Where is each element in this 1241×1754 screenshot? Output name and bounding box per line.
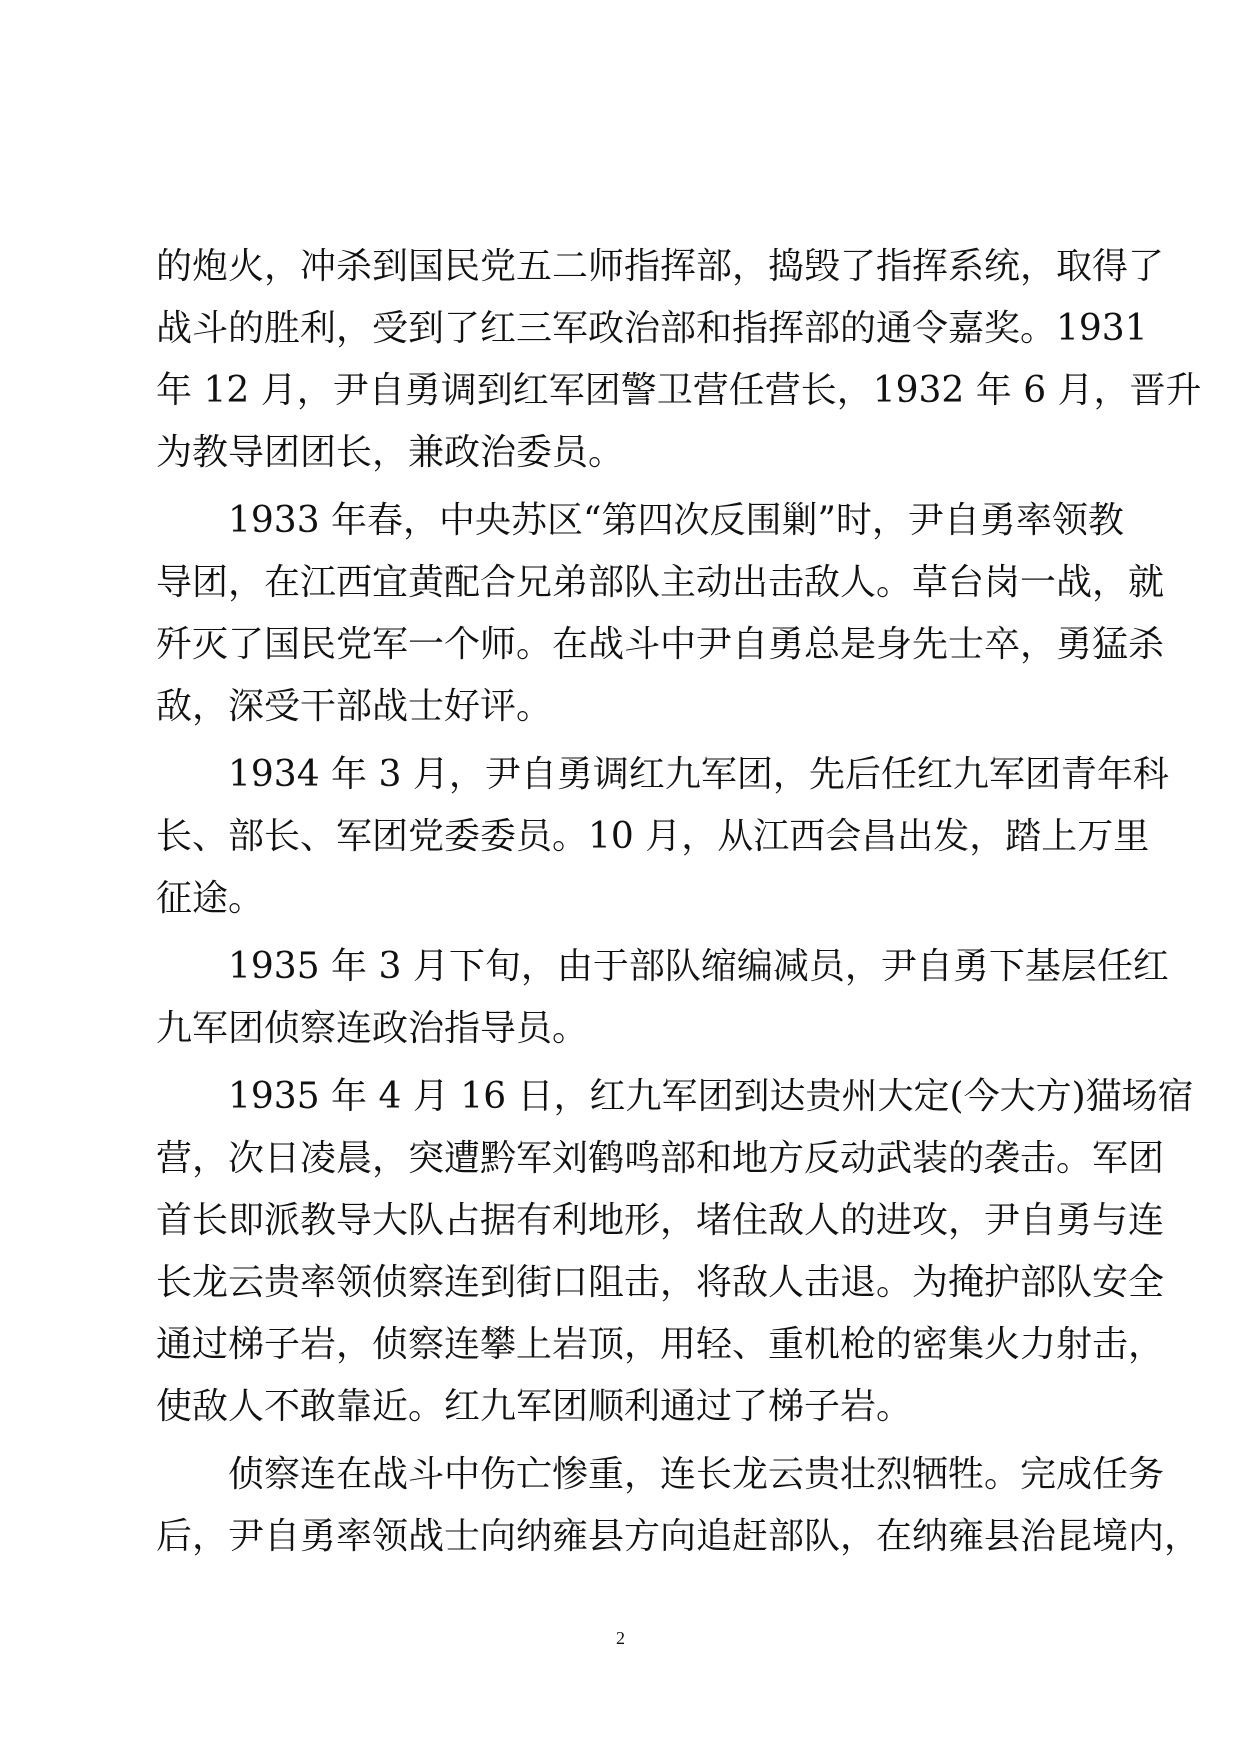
- paragraph: [156, 236, 1202, 484]
- text-line: 战斗的胜利，受到了红三军政治部和指挥部的通令嘉奖。1931: [156, 308, 1148, 349]
- text-line: 歼灭了国民党军一个师。在战斗中尹自勇总是身先士卒，勇猛杀: [156, 624, 1165, 665]
- body-text: [156, 236, 1202, 1568]
- text-line: 后，尹自勇率领战士向纳雍县方向追赶部队，在纳雍县治昆境内，: [156, 1516, 1201, 1557]
- text-line: 通过梯子岩，侦察连攀上岩顶，用轻、重机枪的密集火力射击，: [156, 1324, 1165, 1365]
- text-line: 营，次日凌晨，突遭黔军刘鹤鸣部和地方反动武装的袭击。军团: [156, 1138, 1165, 1179]
- text-line: 侦察连在战斗中伤亡惨重，连长龙云贵壮烈牺牲。完成任务: [228, 1454, 1165, 1495]
- paragraph: [156, 744, 1169, 930]
- text-line: 1935 年 4 月 16 日，红九军团到达贵州大定(今大方)猫场宿: [228, 1076, 1194, 1117]
- page-number: 2: [616, 1628, 625, 1648]
- text-line: 使敌人不敢靠近。红九军团顺利通过了梯子岩。: [156, 1386, 913, 1427]
- paragraph: [156, 1066, 1194, 1438]
- text-line: 九军团侦察连政治指导员。: [156, 1008, 589, 1049]
- text-line: 长龙云贵率领侦察连到街口阻击，将敌人击退。为掩护部队安全: [156, 1262, 1165, 1303]
- text-line: 的炮火，冲杀到国民党五二师指挥部，捣毁了指挥系统，取得了: [156, 246, 1165, 287]
- text-line: 首长即派教导大队占据有利地形，堵住敌人的进攻，尹自勇与连: [156, 1200, 1165, 1241]
- text-line: 1935 年 3 月下旬，由于部队缩编减员，尹自勇下基层任红: [228, 946, 1169, 987]
- text-line: 年 12 月，尹自勇调到红军团警卫营任营长，1932 年 6 月，晋升: [156, 370, 1202, 411]
- paragraph: [156, 936, 1169, 1060]
- text-line: 长、部长、军团党委委员。10 月，从江西会昌出发，踏上万里: [156, 816, 1150, 857]
- text-line: 1934 年 3 月，尹自勇调红九军团，先后任红九军团青年科: [228, 754, 1169, 795]
- text-line: 征途。: [156, 878, 265, 919]
- paragraph: [156, 1444, 1201, 1568]
- text-line: 为教导团团长，兼政治委员。: [156, 432, 625, 473]
- text-line: 导团，在江西宜黄配合兄弟部队主动出击敌人。草台岗一战，就: [156, 562, 1165, 603]
- text-line: 1933 年春，中央苏区“第四次反围剿”时，尹自勇率领教: [228, 500, 1124, 541]
- text-line: 敌，深受干部战士好评。: [156, 686, 553, 727]
- paragraph: [156, 490, 1165, 738]
